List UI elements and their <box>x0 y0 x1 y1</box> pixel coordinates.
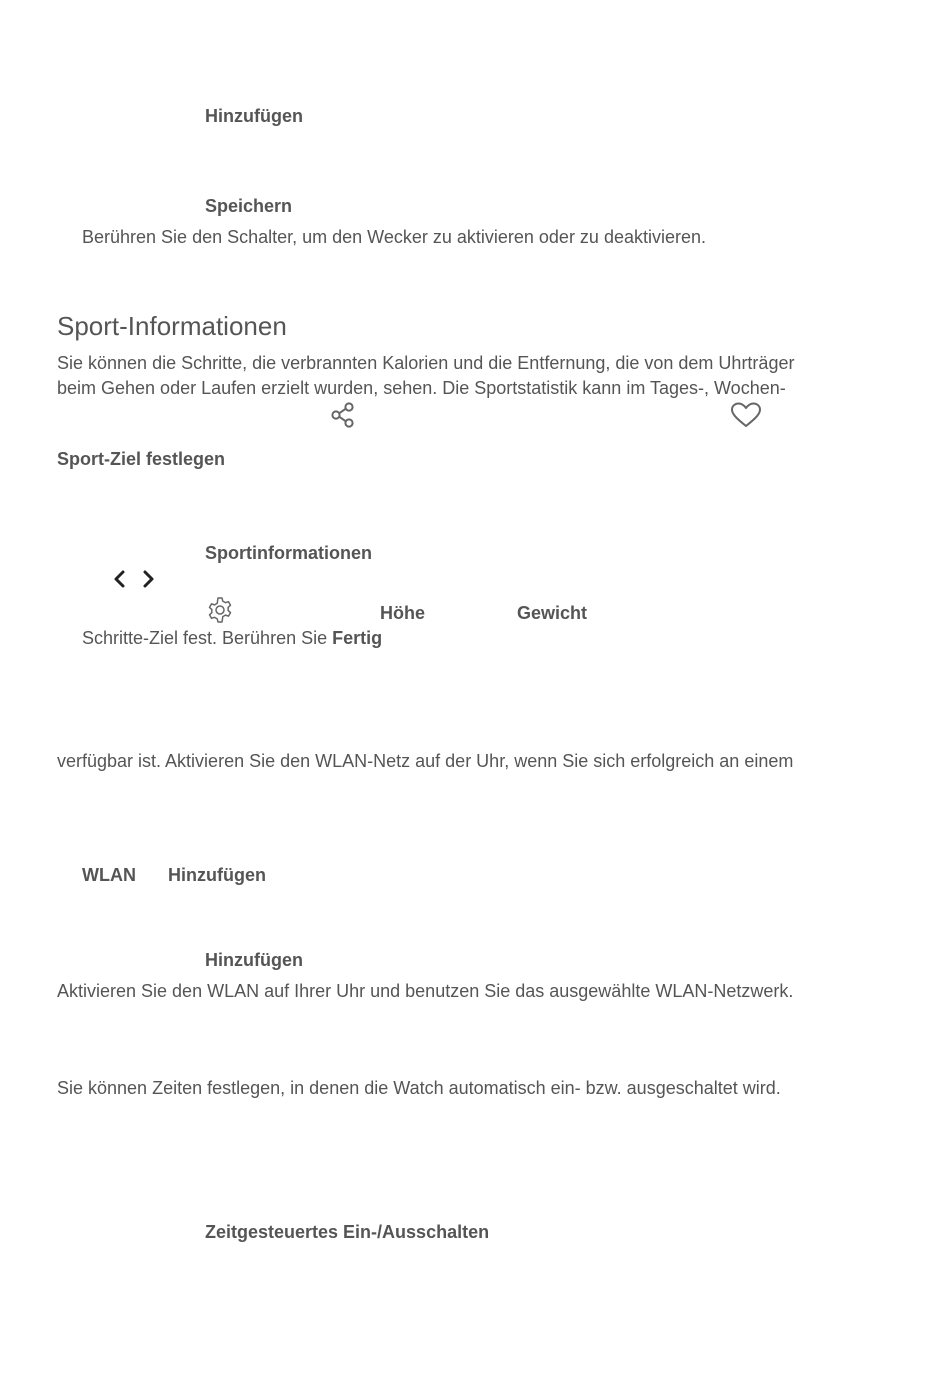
chevron-left-icon <box>111 569 127 589</box>
wifi-activate-text: Aktivieren Sie den WLAN auf Ihrer Uhr und benutzen Sie das ausgewählte WLAN-Netzwerk. <box>57 981 794 1001</box>
steps-goal-text <box>82 626 382 650</box>
heart-icon <box>730 402 762 428</box>
sport-goal-heading: Sport-Ziel festlegen <box>57 449 226 469</box>
weight-label: Gewicht <box>517 603 588 623</box>
sport-paragraph-line: beim Gehen oder Laufen erzielt wurden, sehen. Die Sportstatistik kann im Tages-, Wochen- <box>57 378 786 398</box>
sport-info-label: Sportinformationen <box>205 543 372 563</box>
alarm-toggle-text: Berühren Sie den Schalter, um den Wecker zu aktivieren oder zu deaktivieren. <box>82 227 707 247</box>
add-label: Hinzufügen <box>205 950 303 970</box>
wifi-available-text: verfügbar ist. Aktivieren Sie den WLAN-Netz auf der Uhr, wenn Sie sich erfolgreich an einem <box>57 751 794 771</box>
timer-paragraph: Sie können Zeiten festlegen, in denen die Watch automatisch ein- bzw. ausgeschaltet wird. <box>57 1078 781 1098</box>
timer-power-label: Zeitgesteuertes Ein-/Ausschalten <box>205 1222 490 1242</box>
add-label: Hinzufügen <box>168 865 266 885</box>
steps-goal-prefix: Schritte-Ziel fest. Berühren Sie <box>82 628 333 648</box>
wlan-label: WLAN <box>82 865 136 885</box>
add-label: Hinzufügen <box>205 106 303 126</box>
sport-paragraph-line: Sie können die Schritte, die verbrannten Kalorien und die Entfernung, die von dem Uhrträger <box>57 353 795 373</box>
done-label: Fertig <box>332 628 383 648</box>
gear-icon <box>206 596 234 624</box>
share-icon <box>329 401 357 429</box>
section-title: Sport-Informationen <box>57 311 287 341</box>
chevron-right-icon <box>141 569 157 589</box>
save-label: Speichern <box>205 196 293 216</box>
height-label: Höhe <box>380 603 425 623</box>
